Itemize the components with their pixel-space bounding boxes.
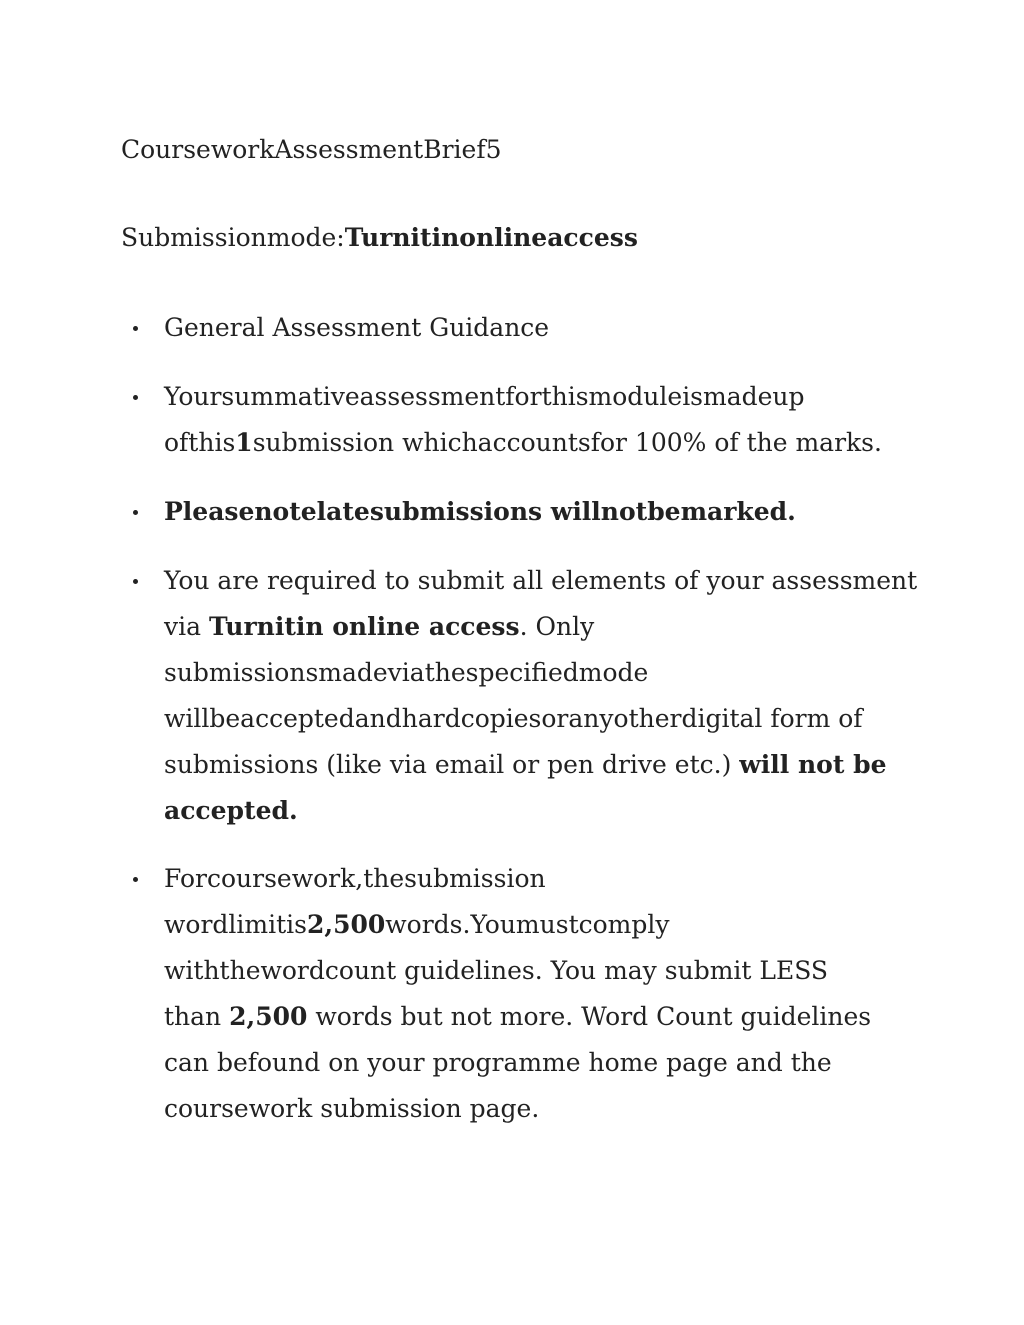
elements-line-3: submissionsmadeviathespecifiedmode — [164, 658, 649, 687]
word-limit-value: 2,500 — [306, 910, 386, 939]
will-not-be: will not be — [739, 750, 887, 779]
elements-line-4: willbeacceptedandhardcopiesoranyotherdigital form of — [164, 704, 863, 733]
late-submissions-text: Pleasenotelatesubmissions willnotbemarked. — [164, 497, 796, 526]
list-item-summative-assessment — [164, 374, 924, 466]
elements-line-2 — [164, 604, 924, 650]
wordlimit-line-2 — [164, 902, 924, 948]
list-item-late-submissions — [164, 489, 924, 535]
wordlimit-line-4-post: words but not more. Word Count guidelines — [307, 1002, 872, 1031]
elements-line-1: You are required to submit all elements of your assessment — [164, 566, 918, 595]
elements-line-5-pre: submissions (like via email or pen drive etc.) — [164, 750, 740, 779]
summative-line-1: Yoursummativeassessmentforthismoduleismadeup — [164, 382, 805, 411]
wordlimit-line-6: coursework submission page. — [164, 1094, 540, 1123]
word-limit-value-2: 2,500 — [229, 1002, 308, 1031]
submission-mode — [121, 223, 638, 253]
elements-line-6: accepted. — [164, 796, 298, 825]
wordlimit-line-3: withthewordcount guidelines. You may submit LESS — [164, 956, 829, 985]
wordlimit-line-2-pre: wordlimitis — [164, 910, 307, 939]
turnitin-online-access: Turnitin online access — [208, 612, 520, 641]
submission-mode-label: Submissionmode: — [121, 223, 345, 252]
wordlimit-line-2-post: words.Youmustcomply — [385, 910, 670, 939]
wordlimit-line-5: can befound on your programme home page and the — [164, 1048, 832, 1077]
elements-line-5 — [164, 742, 924, 788]
wordlimit-line-4-pre: than — [164, 1002, 230, 1031]
document-title: CourseworkAssessmentBrief5 — [121, 135, 502, 164]
wordlimit-line-1: Forcoursework,thesubmission — [164, 864, 546, 893]
summative-line-2-pre: ofthis — [164, 428, 236, 457]
elements-line-2-post: . Only — [519, 612, 595, 641]
list-item-word-limit — [164, 856, 924, 1132]
list-item-general-guidance — [164, 305, 924, 351]
elements-line-2-pre: via — [164, 612, 209, 641]
list-item-submission-elements — [164, 558, 924, 834]
summative-line-2-post: submission whichaccountsfor 100% of the marks. — [252, 428, 882, 457]
summative-line-2 — [164, 420, 924, 466]
wordlimit-line-4 — [164, 994, 924, 1040]
general-guidance-text: General Assessment Guidance — [164, 313, 550, 342]
submission-mode-value: Turnitinonlineaccess — [344, 223, 638, 252]
submission-count: 1 — [235, 428, 253, 457]
